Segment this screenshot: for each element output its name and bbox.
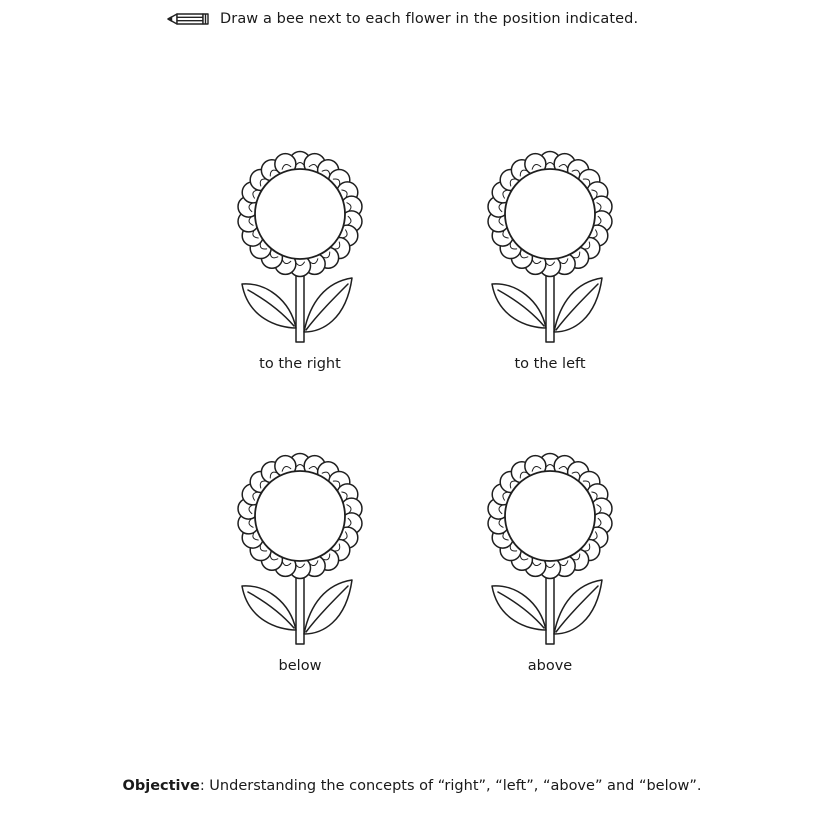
instruction-text: Draw a bee next to each flower in the position indicated. [220,11,639,27]
flower-label: below [278,658,322,674]
flower-drawing [480,150,640,360]
flower-center [505,169,595,259]
flower-card-above [480,452,640,692]
instruction-row [166,6,638,32]
flower-center [505,471,595,561]
flower-stem [546,570,554,644]
flower-stem [546,268,554,342]
flower-drawing [230,452,390,662]
flower-center [255,169,345,259]
flower-card-below [230,452,390,692]
objective-text: : Understanding the concepts of “right”, “left”, “above” and “below”. [199,778,702,794]
pencil-icon [166,9,212,29]
flower-stem [296,268,304,342]
flower-card-left [480,150,640,390]
flower-label: to the right [259,356,341,372]
flower-drawing [480,452,640,662]
flower-stem [296,570,304,644]
objective-row [0,778,824,794]
flower-label: to the left [514,356,586,372]
flower-card-right [230,150,390,390]
flower-label: above [527,658,573,674]
objective-title: Objective [122,778,200,794]
flower-drawing [230,150,390,360]
flower-center [255,471,345,561]
